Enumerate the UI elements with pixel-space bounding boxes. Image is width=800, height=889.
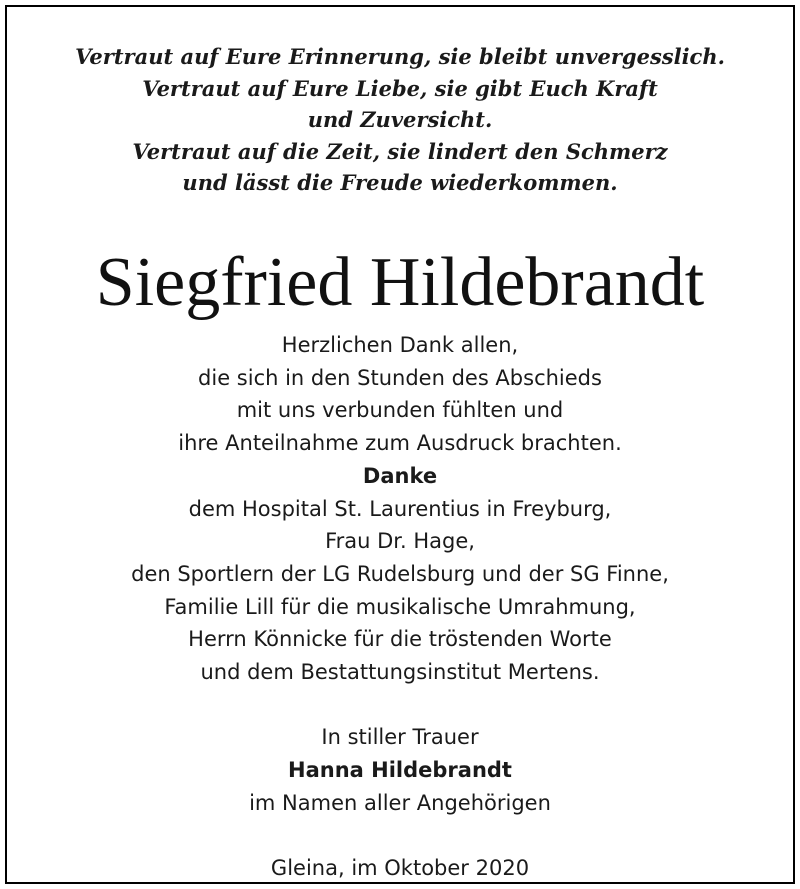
spacer bbox=[7, 689, 793, 722]
danke-line: Frau Dr. Hage, bbox=[325, 529, 475, 554]
thanks-line: die sich in den Stunden des Abschieds bbox=[198, 365, 602, 390]
thanks-line: ihre Anteilnahme zum Ausdruck brachten. bbox=[178, 431, 622, 456]
thanks-line: Herzlichen Dank allen, bbox=[281, 333, 519, 357]
danke-line: und dem Bestattungsinstitut Mertens. bbox=[200, 660, 600, 685]
signature-intro: In stiller Trauer bbox=[321, 725, 479, 750]
danke-line: Familie Lill für die musikalische Umrahmung, bbox=[164, 594, 636, 619]
danke-line: dem Hospital St. Laurentius in Freyburg, bbox=[188, 496, 612, 521]
notice-frame bbox=[5, 5, 795, 884]
place-date: Gleina, im Oktober 2020 bbox=[270, 856, 530, 881]
danke-heading: Danke bbox=[362, 463, 438, 488]
signature-name: Hanna Hildebrandt bbox=[288, 758, 512, 783]
verse-block bbox=[7, 41, 793, 199]
thanks-block bbox=[7, 329, 793, 885]
verse-line: und Zuversicht. bbox=[307, 107, 493, 132]
verse-line: und lässt die Freude wiederkommen. bbox=[182, 170, 618, 195]
verse-line: Vertraut auf die Zeit, sie lindert den Schmerz bbox=[132, 138, 668, 164]
spacer bbox=[7, 820, 793, 853]
verse-line: Vertraut auf Eure Liebe, sie gibt Euch Kraft bbox=[142, 75, 658, 101]
danke-line: Herrn Könnicke für die tröstenden Worte bbox=[188, 627, 612, 652]
signature-note: im Namen aller Angehörigen bbox=[249, 790, 551, 815]
verse-line: Vertraut auf Eure Erinnerung, sie bleibt unvergesslich. bbox=[75, 44, 725, 69]
thanks-line: mit uns verbunden fühlten und bbox=[236, 398, 564, 423]
deceased-name: Siegfried Hildebrandt bbox=[95, 244, 705, 321]
danke-line: den Sportlern der LG Rudelsburg und der SG Finne, bbox=[131, 561, 669, 586]
